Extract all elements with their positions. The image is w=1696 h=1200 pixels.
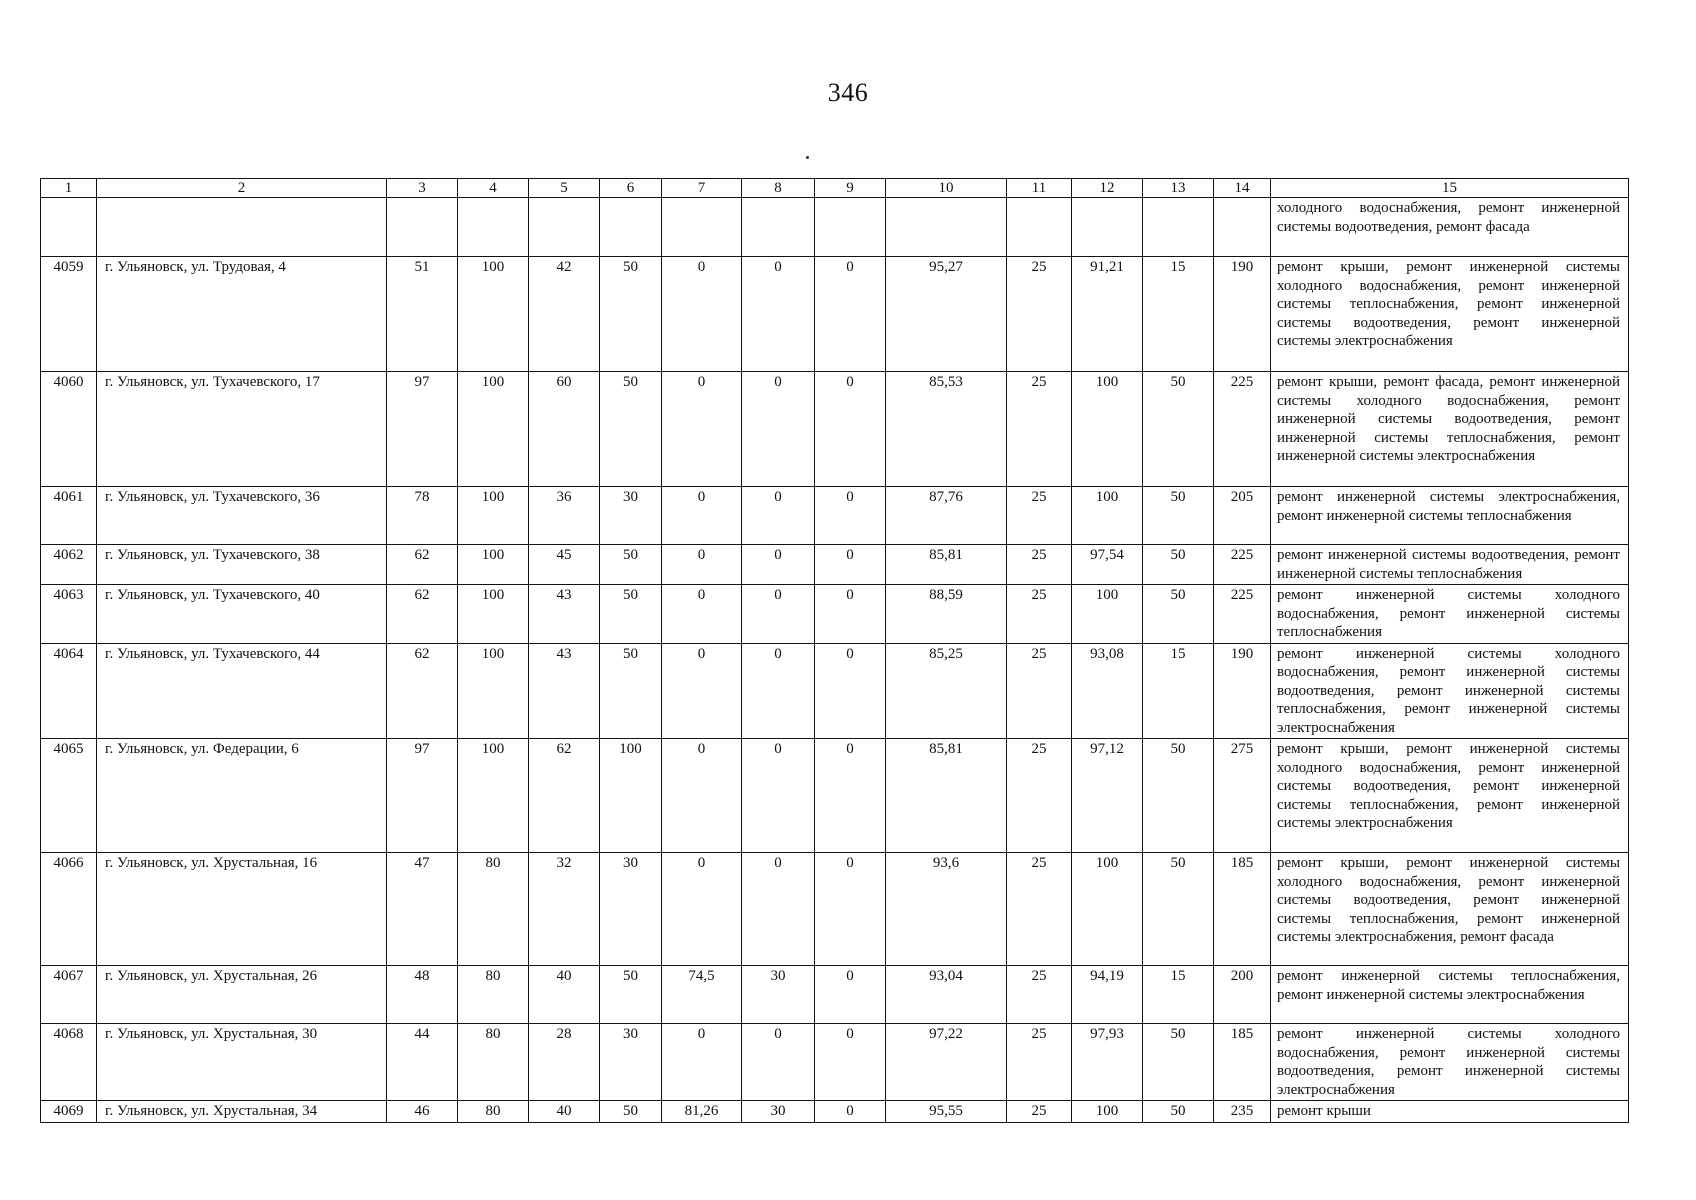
value-col-11-cell: 25 — [1007, 1024, 1072, 1101]
value-col-12-cell — [1072, 198, 1143, 257]
value-col-3-cell: 46 — [387, 1101, 458, 1123]
value-col-4-cell: 100 — [458, 643, 529, 739]
column-header: 5 — [529, 179, 600, 198]
table-row — [41, 198, 1629, 257]
address-cell: г. Ульяновск, ул. Трудовая, 4 — [97, 257, 387, 372]
value-col-8-cell: 0 — [742, 257, 815, 372]
value-col-11-cell — [1007, 198, 1072, 257]
value-col-11-cell: 25 — [1007, 257, 1072, 372]
value-col-10-cell: 97,22 — [886, 1024, 1007, 1101]
column-header: 12 — [1072, 179, 1143, 198]
repair-works-cell: ремонт инженерной системы водоотведения, ремонт инженерной системы теплоснабжения — [1271, 545, 1629, 585]
value-col-5-cell: 36 — [529, 487, 600, 545]
value-col-12-cell: 100 — [1072, 372, 1143, 487]
value-col-9-cell: 0 — [815, 1101, 886, 1123]
value-col-5-cell: 43 — [529, 643, 600, 739]
table-row — [41, 1101, 1629, 1123]
value-col-3-cell: 44 — [387, 1024, 458, 1101]
object-id-cell: 4068 — [41, 1024, 97, 1101]
value-col-11-cell: 25 — [1007, 1101, 1072, 1123]
table-row — [41, 487, 1629, 545]
value-col-7-cell: 0 — [662, 853, 742, 966]
value-col-10-cell: 85,81 — [886, 739, 1007, 853]
value-col-13-cell: 15 — [1143, 643, 1214, 739]
table-row — [41, 585, 1629, 644]
value-col-10-cell: 95,27 — [886, 257, 1007, 372]
value-col-7-cell: 0 — [662, 372, 742, 487]
value-col-12-cell: 94,19 — [1072, 966, 1143, 1024]
value-col-12-cell: 93,08 — [1072, 643, 1143, 739]
address-cell: г. Ульяновск, ул. Хрустальная, 16 — [97, 853, 387, 966]
value-col-14-cell: 225 — [1214, 585, 1271, 644]
repair-works-cell: ремонт крыши, ремонт фасада, ремонт инженерной системы холодного водоснабжения, ремонт инженерной системы водоотведения, ремонт инженерной системы теплоснабжения, ремонт инженерной системы электроснабжения — [1271, 372, 1629, 487]
repair-works-cell: ремонт инженерной системы теплоснабжения, ремонт инженерной системы электроснабжения — [1271, 966, 1629, 1024]
value-col-5-cell: 28 — [529, 1024, 600, 1101]
value-col-11-cell: 25 — [1007, 643, 1072, 739]
value-col-14-cell: 225 — [1214, 372, 1271, 487]
value-col-9-cell: 0 — [815, 372, 886, 487]
value-col-4-cell: 100 — [458, 487, 529, 545]
value-col-10-cell: 93,6 — [886, 853, 1007, 966]
value-col-11-cell: 25 — [1007, 487, 1072, 545]
value-col-9-cell — [815, 198, 886, 257]
value-col-8-cell — [742, 198, 815, 257]
value-col-9-cell: 0 — [815, 739, 886, 853]
value-col-4-cell: 80 — [458, 853, 529, 966]
value-col-4-cell — [458, 198, 529, 257]
value-col-8-cell: 0 — [742, 853, 815, 966]
repair-works-cell: холодного водоснабжения, ремонт инженерной системы водоотведения, ремонт фасада — [1271, 198, 1629, 257]
value-col-8-cell: 0 — [742, 545, 815, 585]
value-col-6-cell: 50 — [600, 545, 662, 585]
value-col-9-cell: 0 — [815, 257, 886, 372]
value-col-13-cell: 50 — [1143, 1101, 1214, 1123]
table-row — [41, 966, 1629, 1024]
value-col-7-cell: 74,5 — [662, 966, 742, 1024]
column-header: 3 — [387, 179, 458, 198]
value-col-13-cell: 15 — [1143, 257, 1214, 372]
address-cell: г. Ульяновск, ул. Тухачевского, 36 — [97, 487, 387, 545]
value-col-12-cell: 100 — [1072, 585, 1143, 644]
repair-works-cell: ремонт крыши — [1271, 1101, 1629, 1123]
value-col-11-cell: 25 — [1007, 372, 1072, 487]
value-col-4-cell: 100 — [458, 545, 529, 585]
column-header: 8 — [742, 179, 815, 198]
address-cell: г. Ульяновск, ул. Хрустальная, 34 — [97, 1101, 387, 1123]
value-col-7-cell — [662, 198, 742, 257]
value-col-7-cell: 0 — [662, 257, 742, 372]
value-col-7-cell: 0 — [662, 643, 742, 739]
value-col-10-cell: 85,81 — [886, 545, 1007, 585]
value-col-14-cell: 190 — [1214, 257, 1271, 372]
address-cell: г. Ульяновск, ул. Федерации, 6 — [97, 739, 387, 853]
value-col-14-cell: 205 — [1214, 487, 1271, 545]
value-col-4-cell: 80 — [458, 966, 529, 1024]
repair-works-cell: ремонт инженерной системы электроснабжения, ремонт инженерной системы теплоснабжения — [1271, 487, 1629, 545]
value-col-6-cell: 50 — [600, 372, 662, 487]
repair-works-cell: ремонт крыши, ремонт инженерной системы холодного водоснабжения, ремонт инженерной системы водоотведения, ремонт инженерной системы теплоснабжения, ремонт инженерной системы электроснабжения — [1271, 739, 1629, 853]
value-col-4-cell: 100 — [458, 585, 529, 644]
value-col-13-cell: 50 — [1143, 487, 1214, 545]
value-col-9-cell: 0 — [815, 1024, 886, 1101]
repair-works-cell: ремонт крыши, ремонт инженерной системы холодного водоснабжения, ремонт инженерной системы водоотведения, ремонт инженерной системы теплоснабжения, ремонт инженерной системы электроснабжения, ремонт фасада — [1271, 853, 1629, 966]
value-col-13-cell: 50 — [1143, 853, 1214, 966]
value-col-8-cell: 0 — [742, 1024, 815, 1101]
value-col-6-cell: 50 — [600, 966, 662, 1024]
value-col-5-cell: 60 — [529, 372, 600, 487]
value-col-4-cell: 100 — [458, 257, 529, 372]
value-col-12-cell: 100 — [1072, 1101, 1143, 1123]
value-col-11-cell: 25 — [1007, 545, 1072, 585]
value-col-11-cell: 25 — [1007, 739, 1072, 853]
table-row — [41, 643, 1629, 739]
header-row — [41, 179, 1629, 198]
object-id-cell: 4060 — [41, 372, 97, 487]
repair-register-table — [40, 178, 1629, 1123]
address-cell: г. Ульяновск, ул. Хрустальная, 30 — [97, 1024, 387, 1101]
object-id-cell: 4069 — [41, 1101, 97, 1123]
address-cell: г. Ульяновск, ул. Тухачевского, 38 — [97, 545, 387, 585]
value-col-6-cell: 50 — [600, 643, 662, 739]
table-row — [41, 853, 1629, 966]
value-col-10-cell: 87,76 — [886, 487, 1007, 545]
value-col-11-cell: 25 — [1007, 853, 1072, 966]
column-header: 11 — [1007, 179, 1072, 198]
object-id-cell: 4064 — [41, 643, 97, 739]
value-col-3-cell: 97 — [387, 739, 458, 853]
value-col-13-cell: 50 — [1143, 1024, 1214, 1101]
object-id-cell: 4063 — [41, 585, 97, 644]
value-col-6-cell: 50 — [600, 257, 662, 372]
table-row — [41, 545, 1629, 585]
value-col-11-cell: 25 — [1007, 966, 1072, 1024]
value-col-3-cell: 62 — [387, 585, 458, 644]
value-col-9-cell: 0 — [815, 853, 886, 966]
value-col-7-cell: 0 — [662, 585, 742, 644]
value-col-14-cell: 275 — [1214, 739, 1271, 853]
table-row — [41, 739, 1629, 853]
value-col-6-cell: 50 — [600, 1101, 662, 1123]
value-col-5-cell: 40 — [529, 1101, 600, 1123]
value-col-9-cell: 0 — [815, 585, 886, 644]
value-col-14-cell: 200 — [1214, 966, 1271, 1024]
address-cell: г. Ульяновск, ул. Тухачевского, 17 — [97, 372, 387, 487]
object-id-cell — [41, 198, 97, 257]
column-header: 9 — [815, 179, 886, 198]
value-col-9-cell: 0 — [815, 545, 886, 585]
value-col-13-cell — [1143, 198, 1214, 257]
value-col-5-cell: 40 — [529, 966, 600, 1024]
value-col-8-cell: 0 — [742, 487, 815, 545]
value-col-4-cell: 80 — [458, 1024, 529, 1101]
value-col-10-cell: 88,59 — [886, 585, 1007, 644]
column-header: 6 — [600, 179, 662, 198]
value-col-5-cell: 62 — [529, 739, 600, 853]
value-col-12-cell: 100 — [1072, 487, 1143, 545]
table-row — [41, 257, 1629, 372]
value-col-14-cell: 185 — [1214, 853, 1271, 966]
address-cell: г. Ульяновск, ул. Тухачевского, 44 — [97, 643, 387, 739]
value-col-9-cell: 0 — [815, 966, 886, 1024]
value-col-7-cell: 0 — [662, 739, 742, 853]
value-col-8-cell: 30 — [742, 966, 815, 1024]
value-col-14-cell: 185 — [1214, 1024, 1271, 1101]
column-header: 1 — [41, 179, 97, 198]
value-col-3-cell: 47 — [387, 853, 458, 966]
value-col-14-cell: 235 — [1214, 1101, 1271, 1123]
object-id-cell: 4065 — [41, 739, 97, 853]
value-col-5-cell: 42 — [529, 257, 600, 372]
value-col-10-cell — [886, 198, 1007, 257]
value-col-14-cell — [1214, 198, 1271, 257]
object-id-cell: 4059 — [41, 257, 97, 372]
table-row — [41, 372, 1629, 487]
object-id-cell: 4066 — [41, 853, 97, 966]
object-id-cell: 4067 — [41, 966, 97, 1024]
value-col-6-cell: 100 — [600, 739, 662, 853]
column-header: 13 — [1143, 179, 1214, 198]
repair-works-cell: ремонт крыши, ремонт инженерной системы холодного водоснабжения, ремонт инженерной системы теплоснабжения, ремонт инженерной системы водоотведения, ремонт инженерной системы электроснабжения — [1271, 257, 1629, 372]
value-col-6-cell: 30 — [600, 1024, 662, 1101]
value-col-9-cell: 0 — [815, 643, 886, 739]
value-col-7-cell: 0 — [662, 545, 742, 585]
value-col-3-cell: 78 — [387, 487, 458, 545]
value-col-5-cell — [529, 198, 600, 257]
value-col-14-cell: 225 — [1214, 545, 1271, 585]
table-row — [41, 1024, 1629, 1101]
value-col-12-cell: 97,93 — [1072, 1024, 1143, 1101]
value-col-6-cell: 30 — [600, 853, 662, 966]
value-col-3-cell: 62 — [387, 545, 458, 585]
value-col-12-cell: 100 — [1072, 853, 1143, 966]
value-col-3-cell — [387, 198, 458, 257]
column-header: 2 — [97, 179, 387, 198]
value-col-3-cell: 48 — [387, 966, 458, 1024]
table-body — [41, 198, 1629, 1123]
value-col-4-cell: 100 — [458, 739, 529, 853]
address-cell: г. Ульяновск, ул. Тухачевского, 40 — [97, 585, 387, 644]
value-col-3-cell: 97 — [387, 372, 458, 487]
value-col-7-cell: 0 — [662, 1024, 742, 1101]
value-col-6-cell: 30 — [600, 487, 662, 545]
value-col-8-cell: 0 — [742, 585, 815, 644]
column-header: 4 — [458, 179, 529, 198]
column-header: 14 — [1214, 179, 1271, 198]
value-col-4-cell: 100 — [458, 372, 529, 487]
value-col-6-cell: 50 — [600, 585, 662, 644]
page-number: 346 — [827, 78, 869, 107]
value-col-5-cell: 45 — [529, 545, 600, 585]
value-col-5-cell: 32 — [529, 853, 600, 966]
value-col-10-cell: 93,04 — [886, 966, 1007, 1024]
value-col-10-cell: 95,55 — [886, 1101, 1007, 1123]
repair-works-cell: ремонт инженерной системы холодного водоснабжения, ремонт инженерной системы водоотведения, ремонт инженерной системы электроснабжения — [1271, 1024, 1629, 1101]
column-header: 15 — [1271, 179, 1629, 198]
address-cell — [97, 198, 387, 257]
value-col-9-cell: 0 — [815, 487, 886, 545]
value-col-12-cell: 91,21 — [1072, 257, 1143, 372]
value-col-8-cell: 0 — [742, 372, 815, 487]
stray-dot — [806, 156, 809, 159]
value-col-13-cell: 15 — [1143, 966, 1214, 1024]
object-id-cell: 4062 — [41, 545, 97, 585]
repair-works-cell: ремонт инженерной системы холодного водоснабжения, ремонт инженерной системы теплоснабжения — [1271, 585, 1629, 644]
repair-works-cell: ремонт инженерной системы холодного водоснабжения, ремонт инженерной системы водоотведения, ремонт инженерной системы теплоснабжения, ремонт инженерной системы электроснабжения — [1271, 643, 1629, 739]
address-cell: г. Ульяновск, ул. Хрустальная, 26 — [97, 966, 387, 1024]
value-col-14-cell: 190 — [1214, 643, 1271, 739]
value-col-8-cell: 0 — [742, 643, 815, 739]
column-header: 10 — [886, 179, 1007, 198]
value-col-12-cell: 97,54 — [1072, 545, 1143, 585]
value-col-13-cell: 50 — [1143, 372, 1214, 487]
value-col-3-cell: 51 — [387, 257, 458, 372]
value-col-11-cell: 25 — [1007, 585, 1072, 644]
object-id-cell: 4061 — [41, 487, 97, 545]
value-col-13-cell: 50 — [1143, 585, 1214, 644]
value-col-6-cell — [600, 198, 662, 257]
value-col-7-cell: 0 — [662, 487, 742, 545]
value-col-8-cell: 0 — [742, 739, 815, 853]
value-col-13-cell: 50 — [1143, 739, 1214, 853]
value-col-13-cell: 50 — [1143, 545, 1214, 585]
value-col-4-cell: 80 — [458, 1101, 529, 1123]
value-col-5-cell: 43 — [529, 585, 600, 644]
value-col-10-cell: 85,25 — [886, 643, 1007, 739]
value-col-7-cell: 81,26 — [662, 1101, 742, 1123]
value-col-10-cell: 85,53 — [886, 372, 1007, 487]
value-col-3-cell: 62 — [387, 643, 458, 739]
value-col-8-cell: 30 — [742, 1101, 815, 1123]
column-header: 7 — [662, 179, 742, 198]
value-col-12-cell: 97,12 — [1072, 739, 1143, 853]
